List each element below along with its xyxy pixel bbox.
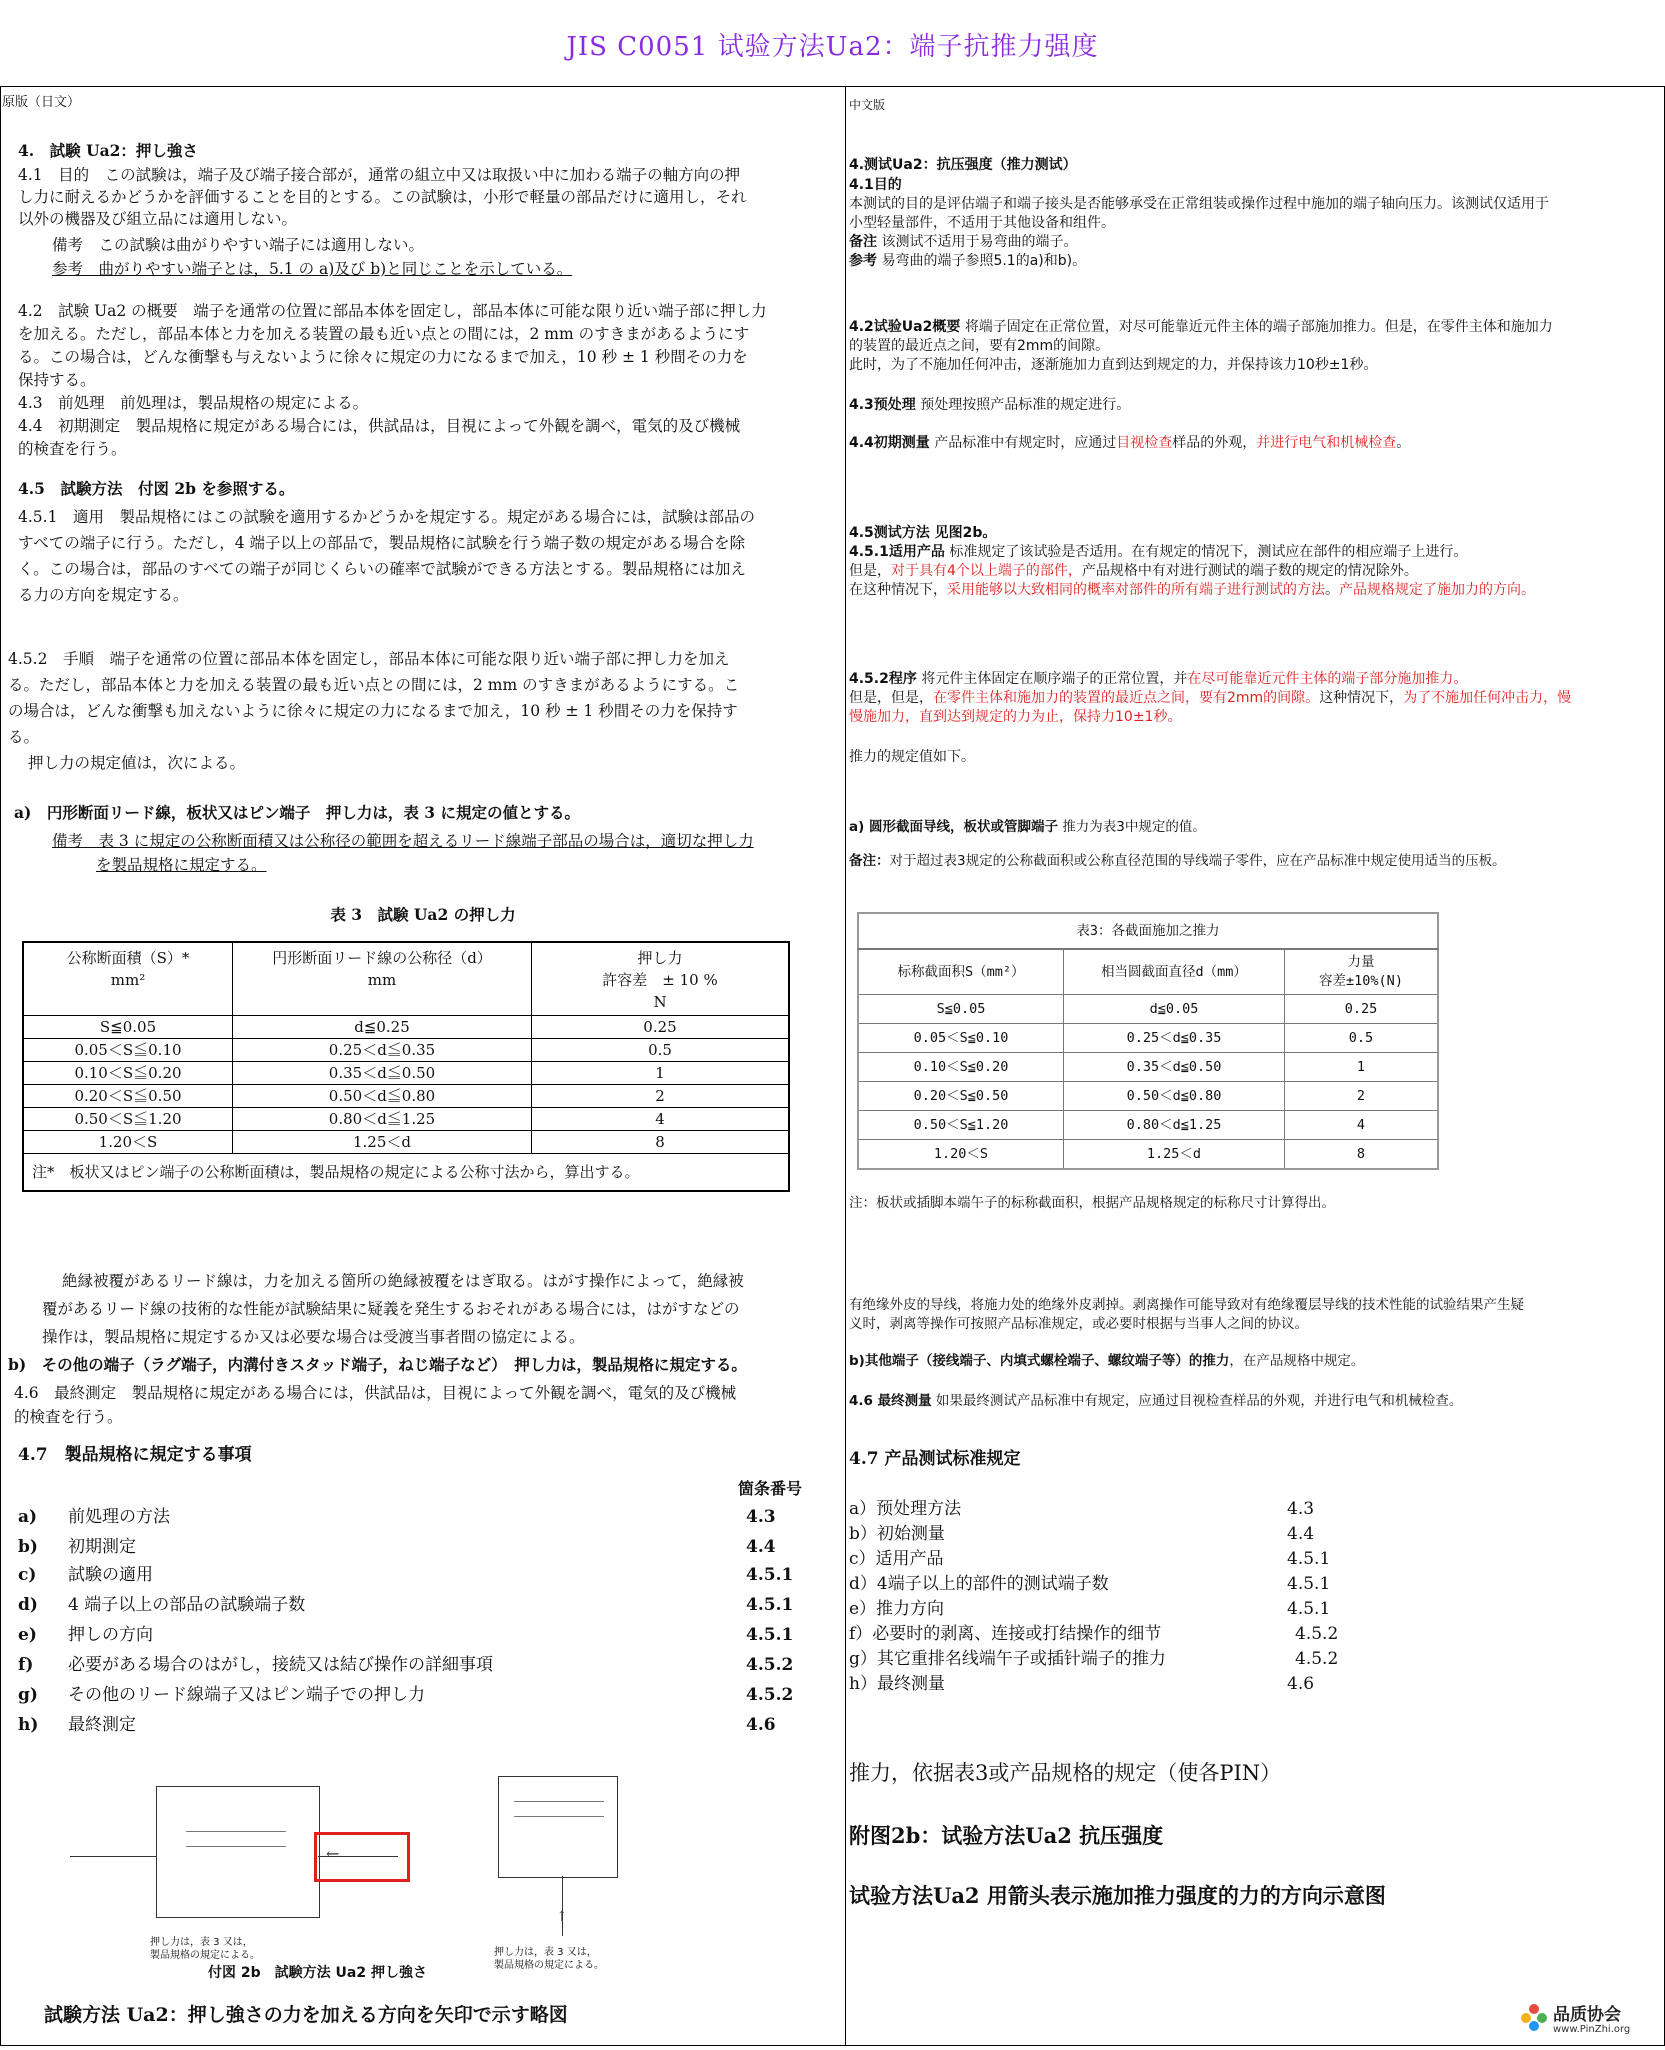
list-item: h) 最終測定 4.6 (18, 1715, 776, 1735)
bikou-note: 備考 この試験は曲がりやすい端子には適用しない。 (52, 236, 425, 254)
item-a-bikou-2: を製品規格に規定する。 (96, 856, 267, 874)
section-4-5-1-line4: る力の方向を規定する。 (18, 586, 189, 604)
c-section-4-1-line2: 小型轻量部件，不适用于其他设备和组件。 (849, 215, 1115, 231)
component-body (156, 1786, 320, 1918)
table-header: 公称断面積（S）* mm² (23, 942, 233, 1016)
list-item: e）推力方向 4.5.1 (849, 1599, 1331, 1619)
fig-note-right: 押し力は，表 3 又は， 製品規格の規定による。 (494, 1947, 604, 1971)
page-title: JIS C0051 试验方法Ua2：端子抗推力强度 (566, 32, 1099, 62)
list-item: e) 押しの方向 4.5.1 (18, 1625, 794, 1645)
list-item: h）最终测量 4.6 (849, 1674, 1315, 1694)
c-section-4-1: 4.1目的 (849, 177, 902, 193)
table-3-title: 表 3 試験 Ua2 の押し力 (330, 905, 516, 924)
table-header: 押し力 許容差 ± 10 % N (532, 942, 790, 1016)
list-item: d) 4 端子以上の部品の試験端子数 4.5.1 (18, 1595, 794, 1615)
item-a: a) 円形断面リード線，板状又はピン端子 押し力は，表 3 に規定の値とする。 (14, 803, 580, 822)
table-row: 1.20＜S 1.25＜d 8 (858, 1140, 1438, 1170)
table-caption: 表3：各截面施加之推力 (858, 913, 1438, 949)
table-header: 标称截面积S（mm²） (858, 949, 1064, 995)
c-section-4-4: 4.4初期测量 产品标准中有规定时，应通过目视检查样品的外观，并进行电气和机械检查。 (849, 435, 1411, 451)
figure-caption: 付図 2b 試験方法 Ua2 押し強さ (208, 1965, 427, 1981)
section-4-2-line4: 保持する。 (18, 371, 96, 389)
arrow-left-icon: ← (326, 1844, 340, 1863)
table-header: 力量 容差±10%(N) (1285, 949, 1439, 995)
section-4-5-1-line2: すべての端子に行う。ただし，4 端子以上の部品で，製品規格に試験を行う端子数の規定がある場合を除 (18, 534, 746, 552)
c-section-4-5-1-line3: 在这种情况下，采用能够以大致相同的概率对部件的所有端子进行测试的方法。产品规格规定了施加力的方向。 (849, 582, 1535, 598)
sankou-note: 参考 曲がりやすい端子とは，5.1 の a)及び b)と同じことを示している。 (52, 260, 573, 278)
lead-wire-left (70, 1856, 160, 1857)
c-bei: 备注 该测试不适用于易弯曲的端子。 (849, 234, 1078, 250)
section-4-5-1-line3: く。この場合は，部品のすべての端子が同じくらいの確率で試験ができる方法とする。製品規格には加え (18, 560, 746, 578)
body-line (186, 1846, 286, 1848)
logo-name: 品质协会 (1553, 2005, 1621, 2025)
section-4-3: 4.3 前処理 前処理は，製品規格の規定による。 (18, 394, 369, 412)
section-4-1-line1: 4.1 目的 この試験は，端子及び端子接合部が，通常の組立中又は取扱い中に加わる端子の軸方向の押 (18, 166, 741, 184)
table-header: 円形断面リード線の公称径（d） mm (233, 942, 532, 1016)
table-3-cn (857, 912, 1439, 1170)
section-4-title: 4. 試験 Ua2：押し強さ (18, 141, 198, 160)
item-b: b) その他の端子（ラグ端子，内溝付きスタッド端子，ねじ端子など） 押し力は，製品規格に規定する。 (8, 1355, 747, 1374)
table-row: 0.50＜S≦1.20 0.80＜d≦1.25 4 (23, 1108, 789, 1131)
section-4-1-line3: 以外の機器及び組立品には適用しない。 (18, 210, 298, 228)
section-4-5-2-line2: る。ただし，部品本体と力を加える装置の最も近い点との間には，2 mm のすきまがあるようにする。こ (8, 676, 740, 694)
section-4-2-line2: を加える。ただし，部品本体と力を加える装置の最も近い点との間には，2 mm のすきまがあるようにす (18, 325, 750, 343)
section-4-5-2-line4: る。 (8, 728, 40, 746)
list-item: g) その他のリード線端子又はピン端子での押し力 4.5.2 (18, 1685, 794, 1705)
c-insulation-line1: 有绝缘外皮的导线，将施力处的绝缘外皮剥掉。剥离操作可能导致对有绝缘覆层导线的技术性能的试验结果产生疑 (849, 1297, 1524, 1313)
left-header: 原版（日文） (2, 95, 81, 110)
table-row: 0.20＜S≦0.50 0.50＜d≦0.80 2 (858, 1082, 1438, 1111)
section-4-5: 4.5 試験方法 付図 2b を参照する。 (18, 479, 295, 498)
section-4-5-2-line5: 押し力の規定値は，次による。 (28, 754, 246, 772)
table-row: 0.10＜S≦0.20 0.35＜d≦0.50 1 (858, 1053, 1438, 1082)
list-item: a) 前処理の方法 4.3 (18, 1507, 776, 1527)
insulation-line3: 操作は，製品規格に規定するか又は必要な場合は受渡当事者間の協定による。 (42, 1328, 585, 1346)
c-table-note: 注：板状或插脚本端午子的标称截面积，根据产品规格规定的标称尺寸计算得出。 (849, 1195, 1335, 1211)
pinzhi-logo (1521, 2000, 1651, 2042)
item-a-bikou-1: 備考 表 3 に規定の公称断面積又は公称径の範囲を超えるリード線端子部品の場合は，適切な押し力 (52, 832, 754, 850)
c-section-4-2-line3: 此时，为了不施加任何冲击，逐渐施加力直到达到规定的力，并保持该力10秒±1秒。 (849, 357, 1378, 373)
table-3 (22, 941, 790, 1192)
c-section-4-3: 4.3预处理 预处理按照产品标准的规定进行。 (849, 397, 1131, 413)
list-item: a）预处理方法 4.3 (849, 1499, 1315, 1519)
section-4-4-line1: 4.4 初期測定 製品規格に規定がある場合には，供試品は，目視によって外観を調べ，電気的及び機械 (18, 417, 741, 435)
right-header: 中文版 (849, 98, 886, 112)
list-item: f）必要时的剥离、连接或打结操作的细节 4.5.2 (849, 1624, 1339, 1644)
list-item: c）适用产品 4.5.1 (849, 1549, 1331, 1569)
c-section-4-5-1-line1: 4.5.1适用产品 标准规定了该试验是否适用。在有规定的情况下，测试应在部件的相应端子上进行。 (849, 544, 1468, 560)
list-item: d）4端子以上的部件的测试端子数 4.5.1 (849, 1574, 1331, 1594)
body-line (514, 1801, 604, 1803)
table-row: 0.10＜S≦0.20 0.35＜d≦0.50 1 (23, 1062, 789, 1085)
figure-bottom-caption: 試験方法 Ua2：押し強さの力を加える方向を矢印で示す略図 (44, 2004, 568, 2026)
body-line (514, 1816, 604, 1818)
c-section-4-5-1-line2: 但是，对于具有4个以上端子的部件，产品规格中有对进行测试的端子数的规定的情况除外。 (849, 563, 1418, 579)
section-4-7: 4.7 製品規格に規定する事項 (18, 1445, 252, 1465)
c-item-a: a) 圆形截面导线，板状或管脚端子 推力为表3中规定的值。 (849, 819, 1206, 835)
fig-note-left: 押し力は，表 3 又は， 製品規格の規定による。 (150, 1937, 260, 1961)
component-body-2 (498, 1776, 618, 1878)
list-item: c) 試験の適用 4.5.1 (18, 1565, 794, 1585)
table-row: S≦0.05 d≦0.25 0.25 (23, 1016, 789, 1039)
section-4-4-line2: 的検査を行う。 (18, 440, 127, 458)
column-divider (845, 86, 846, 2046)
c-section-4-6: 4.6 最终测量 如果最终测试产品标准中有规定，应通过目视检查样品的外观，并进行电气和机械检查。 (849, 1393, 1463, 1409)
c-push-force: 推力，依据表3或产品规格的规定（使各PIN） (849, 1761, 1282, 1785)
c-section-4: 4.测试Ua2：抗压强度（推力测试） (849, 157, 1077, 173)
c-section-4-5-2-line1: 4.5.2程序 将元件主体固定在顺序端子的正常位置，并在尽可能靠近元件主体的端子部分施加推力。 (849, 671, 1468, 687)
section-4-2-line1: 4.2 試験 Ua2 の概要 端子を通常の位置に部品本体を固定し，部品本体に可能な限り近い端子部に押し力 (18, 302, 767, 320)
body-line (186, 1831, 286, 1833)
table-row: 0.05＜S≦0.10 0.25＜d≦0.35 0.5 (858, 1024, 1438, 1053)
table-row: 1.20＜S 1.25＜d 8 (23, 1131, 789, 1154)
insulation-line2: 覆があるリード線の技術的な性能が試験結果に疑義を発生するおそれがある場合には，はがすなどの (42, 1300, 740, 1318)
table-header: 相当圆截面直径d（mm） (1064, 949, 1285, 995)
c-section-4-5-2-line3: 慢施加力，直到达到规定的力为止，保持力10±1秒。 (849, 709, 1182, 725)
c-insulation-line2: 义时，剥离等操作可按照产品标准规定，或必要时根据与当事人之间的协议。 (849, 1316, 1308, 1332)
arrow-up-icon: ↑ (556, 1909, 568, 1925)
c-item-a-bei: 备注：对于超过表3规定的公称截面积或公称直径范围的导线端子零件，应在产品标准中规定使用适当的压板。 (849, 853, 1506, 869)
c-section-4-2-line1: 4.2试验Ua2概要 将端子固定在正常位置，对尽可能靠近元件主体的端子部施加推力。但是，在零件主体和施加力 (849, 319, 1553, 335)
lead-wire-down (562, 1876, 563, 1936)
section-4-5-2-line1: 4.5.2 手順 端子を通常の位置に部品本体を固定し，部品本体に可能な限り近い端子部に押し力を加え (8, 650, 730, 668)
section-4-7-col-header: 箇条番号 (738, 1479, 803, 1498)
c-section-4-7-list (849, 1500, 1649, 1730)
logo-url: www.PinZhi.org (1553, 2024, 1631, 2035)
c-section-4-1-line1: 本测试的目的是评估端子和端子接头是否能够承受在正常组装或操作过程中施加的端子轴向压力。该测试仅适用于 (849, 196, 1549, 212)
table-row: 0.05＜S≦0.10 0.25＜d≦0.35 0.5 (23, 1039, 789, 1062)
c-section-4-5-2-line4: 推力的规定值如下。 (849, 749, 975, 765)
list-item: b）初始测量 4.4 (849, 1524, 1315, 1544)
c-section-4-7: 4.7 产品测试标准规定 (849, 1449, 1021, 1469)
section-4-5-1-line1: 4.5.1 適用 製品規格にはこの試験を適用するかどうかを規定する。規定がある場合には，試験は部品の (18, 508, 755, 526)
section-4-6-line1: 4.6 最終測定 製品規格に規定がある場合には，供試品は，目視によって外観を調べ，電気的及び機械 (14, 1384, 737, 1402)
list-item: g）其它重排名线端午子或插针端子的推力 4.5.2 (849, 1649, 1339, 1669)
c-section-4-2-line2: 的装置的最近点之间，要有2mm的间隙。 (849, 338, 1110, 354)
table-row: 0.20＜S≦0.50 0.50＜d≦0.80 2 (23, 1085, 789, 1108)
c-section-4-5-2-line2: 但是，但是，在零件主体和施加力的装置的最近点之间，要有2mm的间隙。这种情况下，为了不施加任何冲击力，慢 (849, 690, 1572, 706)
c-can: 参考 易弯曲的端子参照5.1的a)和b)。 (849, 253, 1087, 269)
section-4-6-line2: 的検査を行う。 (14, 1408, 123, 1426)
c-figure-title: 附图2b：试验方法Ua2 抗压强度 (849, 1823, 1164, 1848)
flower-icon (1521, 2004, 1547, 2030)
section-4-5-2-line3: の場合は，どんな衝撃も加えないように徐々に規定の力になるまで加え，10 秒 ± 1 秒間その力を保持す (8, 702, 738, 720)
c-item-b: b)其他端子（接线端子、内填式螺栓端子、螺纹端子等）的推力，在产品规格中规定。 (849, 1353, 1365, 1369)
list-item: f) 必要がある場合のはがし，接続又は結び操作の詳細事項 4.5.2 (18, 1655, 794, 1675)
section-4-2-line3: る。この場合は，どんな衝撃も与えないように徐々に規定の力になるまで加え，10 秒 ± 1 秒間その力を (18, 348, 748, 366)
c-figure-description: 试验方法Ua2 用箭头表示施加推力强度的力的方向示意图 (849, 1883, 1386, 1908)
table-row: 0.50＜S≦1.20 0.80＜d≦1.25 4 (858, 1111, 1438, 1140)
section-4-1-line2: し力に耐えるかどうかを評価することを目的とする。この試験は，小形で軽量の部品だけに適用し，それ (18, 188, 747, 206)
insulation-line1: 絶縁被覆があるリード線は，力を加える箇所の絶縁被覆をはぎ取る。はがす操作によって，絶縁被 (62, 1272, 744, 1290)
c-section-4-5: 4.5测试方法 见图2b。 (849, 525, 997, 541)
table-row: S≦0.05 d≦0.05 0.25 (858, 995, 1438, 1024)
list-item: b) 初期測定 4.4 (18, 1537, 776, 1557)
table-note: 注* 板状又はピン端子の公称断面積は，製品規格の規定による公称寸法から，算出する。 (23, 1154, 789, 1192)
